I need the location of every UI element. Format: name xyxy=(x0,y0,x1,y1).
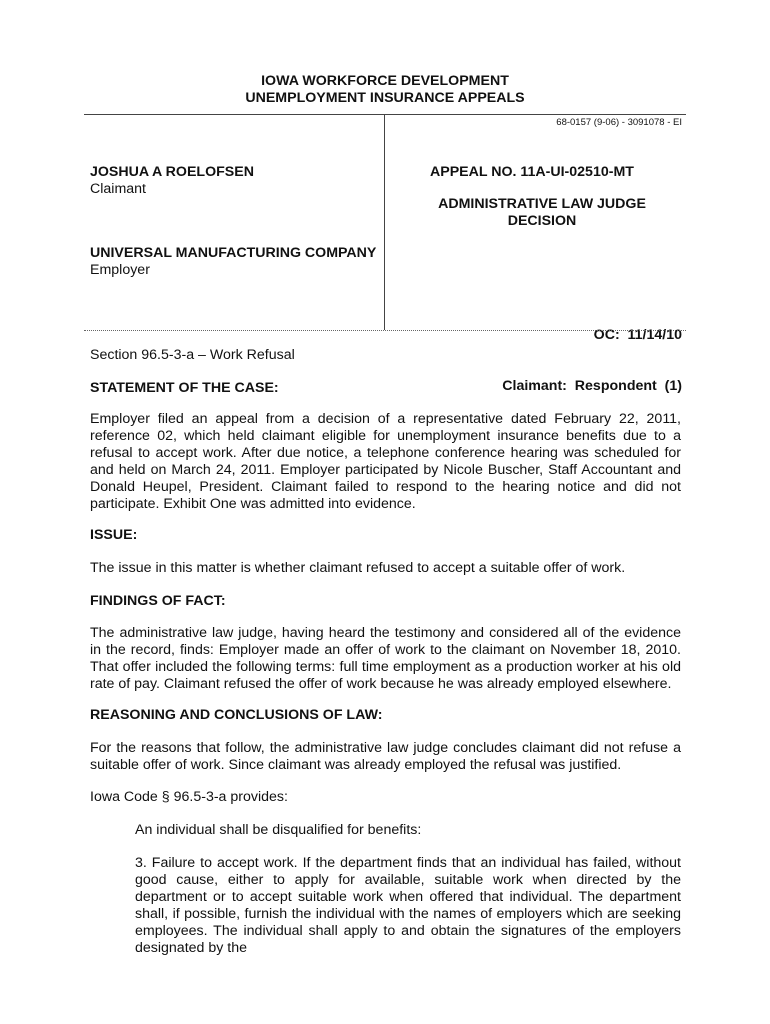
caption-bottom-rule xyxy=(84,330,686,331)
reasoning-paragraph: For the reasons that follow, the administrative law judge concludes claimant did not refuse a suitable offer of work. Since claimant was already employed the refusal was justified. xyxy=(90,740,681,773)
claimant-name: JOSHUA A ROELOFSEN xyxy=(90,164,254,180)
decision-title xyxy=(420,196,664,230)
issue-paragraph: The issue in this matter is whether claimant refused to accept a suitable offer of work. xyxy=(90,560,626,576)
form-number: 68-0157 (9-06) - 3091078 - EI xyxy=(556,117,682,128)
appeal-number: APPEAL NO. 11A-UI-02510-MT xyxy=(430,164,634,180)
code-intro: Iowa Code § 96.5-3-a provides: xyxy=(90,789,288,805)
employer-name: UNIVERSAL MANUFACTURING COMPANY xyxy=(90,245,377,261)
reasoning-heading: REASONING AND CONCLUSIONS OF LAW: xyxy=(90,707,383,723)
findings-heading: FINDINGS OF FACT: xyxy=(90,593,226,609)
employer-role: Employer xyxy=(90,262,150,278)
header-rule xyxy=(84,114,686,115)
findings-paragraph: The administrative law judge, having heard the testimony and considered all of the evidence in the record, finds: Employer made an offer of work to the claimant on November 18, 2010. That offer included the following terms: full time employment as a production worker at his old rate of pay. Claimant refused the offer of work because he was already employed elsewhere. xyxy=(90,625,681,692)
caption-divider xyxy=(384,114,385,330)
claimant-role: Claimant xyxy=(90,181,146,197)
agency-name: IOWA WORKFORCE DEVELOPMENT xyxy=(261,73,509,89)
decision-title-line2: DECISION xyxy=(507,213,577,229)
statute-quote-text: 3. Failure to accept work. If the department finds that an individual has failed, without good cause, either to apply for available, suitable work when directed by the department or to accept suitable work when offered that individual. The department shall, if possible, furnish the individual with the names of employers which are seeking employees. The individual shall apply to and obtain the signatures of the employers designated by the xyxy=(135,855,681,956)
decision-title-line1: ADMINISTRATIVE LAW JUDGE xyxy=(438,196,646,212)
case-block xyxy=(430,164,686,181)
statement-heading: STATEMENT OF THE CASE: xyxy=(90,380,279,396)
agency-division: UNEMPLOYMENT INSURANCE APPEALS xyxy=(245,90,525,106)
claimant-status: Claimant: Respondent (1) xyxy=(502,378,682,394)
oc-date: OC: 11/14/10 xyxy=(593,327,682,343)
section-reference: Section 96.5-3-a – Work Refusal xyxy=(90,347,295,363)
statute-quote-intro: An individual shall be disqualified for benefits: xyxy=(135,822,422,838)
issue-heading: ISSUE: xyxy=(90,527,138,543)
statement-paragraph: Employer filed an appeal from a decision of a representative dated February 22, 2011, reference 02, which held claimant eligible for unemployment insurance benefits due to a refusal to accept work. After due notice, a telephone conference hearing was scheduled for and held on March 24, 2011. Employer participated by Nicole Buscher, Staff Accountant and Donald Heupel, President. Claimant failed to respond to the hearing notice and did not participate. Exhibit One was admitted into evidence. xyxy=(90,411,681,512)
agency-header xyxy=(84,73,686,107)
parties-block xyxy=(90,164,380,279)
